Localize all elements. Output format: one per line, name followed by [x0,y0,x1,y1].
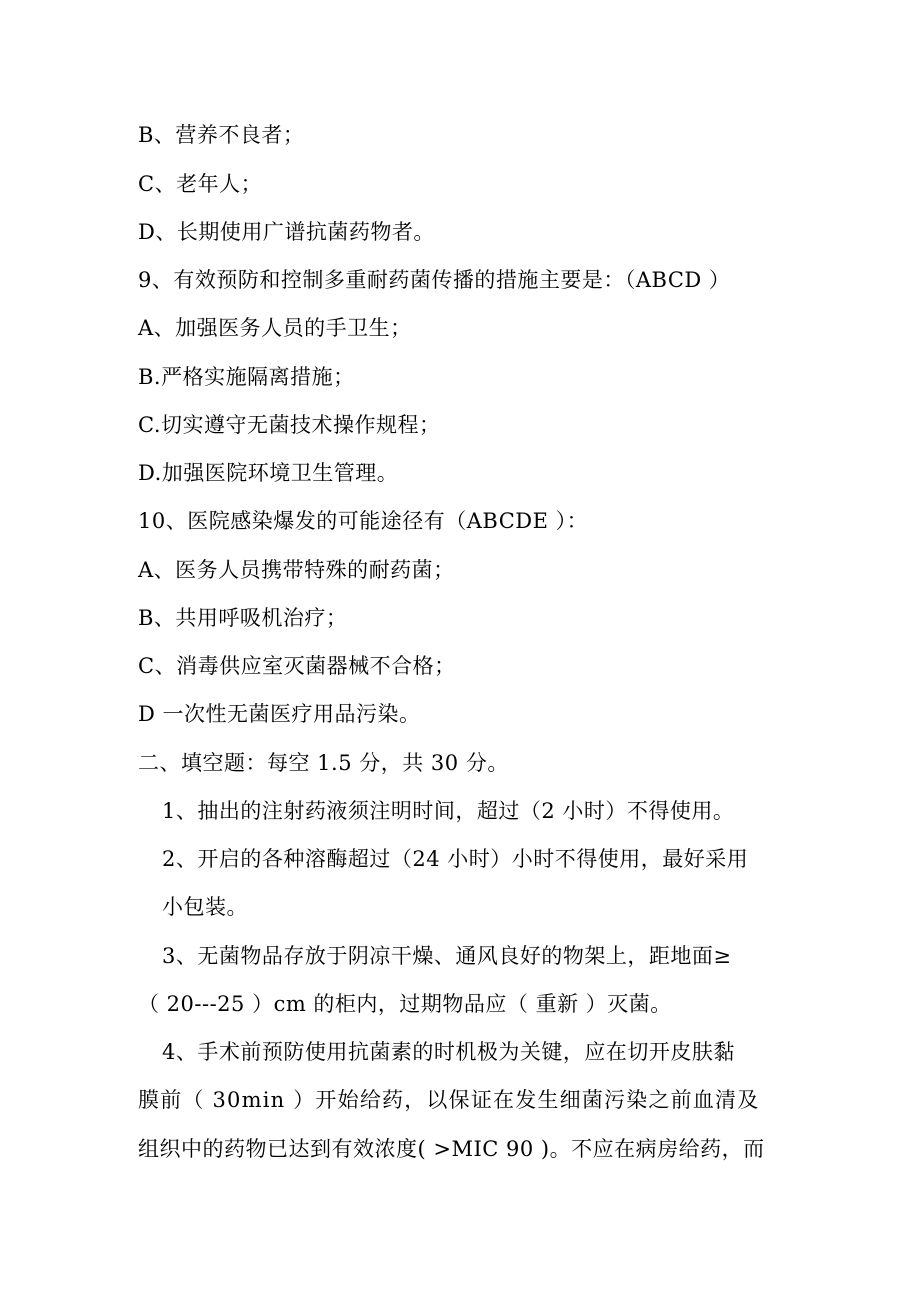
text-line: D、长期使用广谱抗菌药物者。 [138,220,435,244]
text-line: 组织中的药物已达到有效浓度( >MIC 90 )。不应在病房给药，而 [138,1137,765,1161]
text-line: B、营养不良者； [138,123,305,147]
text-line: 1、抽出的注射药液须注明时间，超过（2 小时）不得使用。 [162,799,735,823]
text-line: B、共用呼吸机治疗； [138,606,348,630]
text-line: （ 20---25 ）cm 的柜内，过期物品应（ 重新 ）灭菌。 [138,992,672,1016]
text-line: 2、开启的各种溶酶超过（24 小时）小时不得使用，最好采用 [162,847,749,871]
text-line: 9、有效预防和控制多重耐药菌传播的措施主要是：（ABCD ） [138,268,731,292]
text-line: C.切实遵守无菌技术操作规程； [138,413,441,437]
text-line: 小包装。 [162,895,248,919]
text-line: C、消毒供应室灭菌器械不合格； [138,654,456,678]
section-heading: 二、填空题：每空 1.5 分，共 30 分。 [138,751,509,775]
text-line: A、医务人员携带特殊的耐药菌； [138,558,455,582]
text-line: C、老年人； [138,172,263,196]
text-line: B.严格实施隔离措施； [138,365,355,389]
text-line: D 一次性无菌医疗用品污染。 [138,702,421,726]
text-line: 膜前（ 30min ）开始给药，以保证在发生细菌污染之前血清及 [138,1088,760,1112]
text-line: D.加强医院环境卫生管理。 [138,461,399,485]
text-line: 3、无菌物品存放于阴凉干燥、通风良好的物架上，距地面≥ [162,944,732,968]
text-line: A、加强医务人员的手卫生； [138,316,412,340]
text-line: 4、手术前预防使用抗菌素的时机极为关键，应在切开皮肤黏 [162,1040,735,1064]
text-line: 10、医院感染爆发的可能途径有（ABCDE ）： [138,509,589,533]
